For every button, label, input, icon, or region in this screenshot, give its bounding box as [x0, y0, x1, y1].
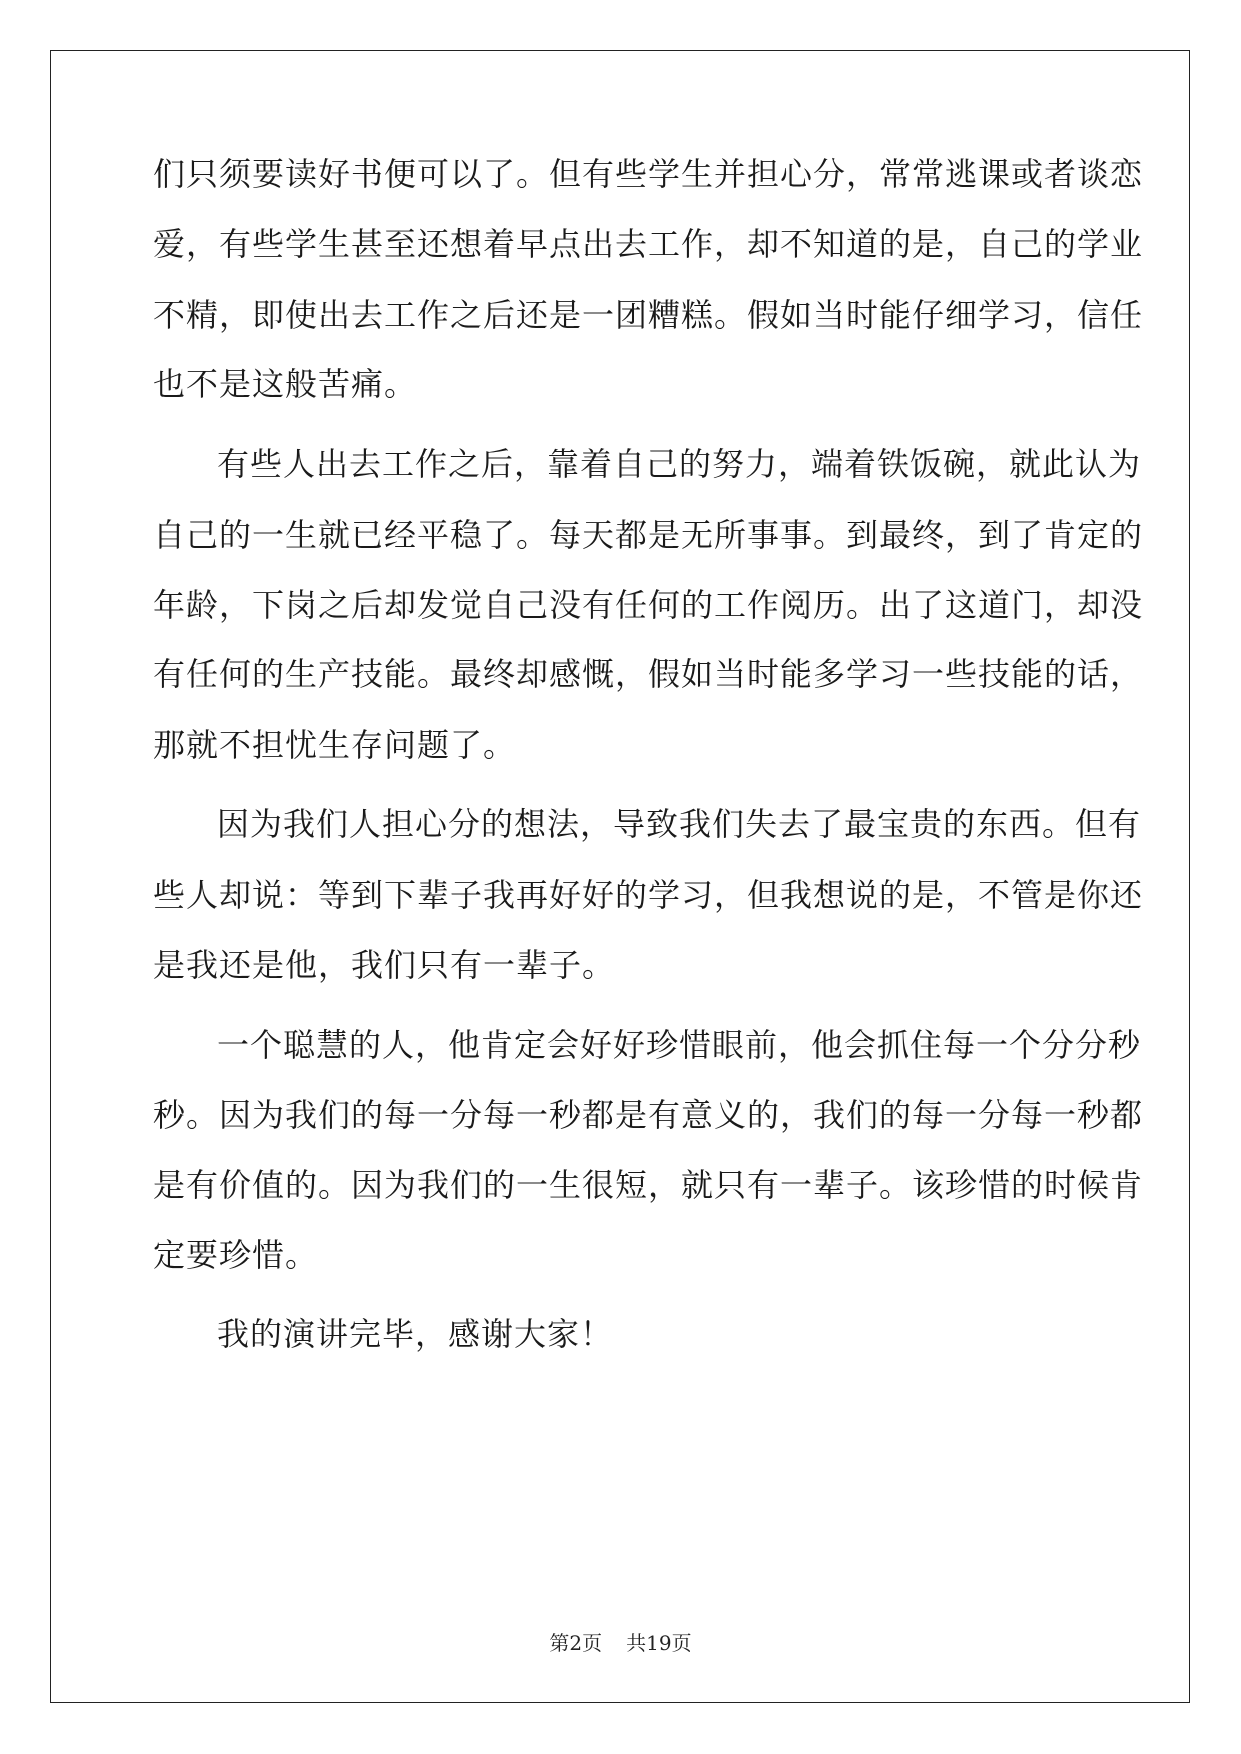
text-line: 爱，有些学生甚至还想着早点出去工作，却不知道的是，自己的学业 [153, 225, 1144, 263]
text-line: 们只须要读好书便可以了。但有些学生并担心分，常常逃课或者谈恋 [153, 155, 1144, 193]
text-line: 那就不担忧生存问题了。 [153, 726, 517, 764]
text-line: 些人却说：等到下辈子我再好好的学习，但我想说的是，不管是你还 [153, 876, 1144, 914]
text-line: 不精，即使出去工作之后还是一团糟糕。假如当时能仔细学习，信任 [153, 296, 1144, 334]
text-line: 是有价值的。因为我们的一生很短，就只有一辈子。该珍惜的时候肯 [153, 1166, 1144, 1204]
page-number: 第2页 [549, 1631, 603, 1655]
paragraph-first-line: 我的演讲完毕，感谢大家！ [217, 1315, 614, 1353]
paragraph-first-line: 因为我们人担心分的想法，导致我们失去了最宝贵的东西。但有 [217, 805, 1142, 843]
text-line: 定要珍惜。 [153, 1236, 319, 1274]
paragraph-first-line: 有些人出去工作之后，靠着自己的努力，端着铁饭碗，就此认为 [217, 445, 1142, 483]
page-total: 共19页 [626, 1631, 692, 1655]
page-footer [0, 1631, 1241, 1655]
paragraph-first-line: 一个聪慧的人，他肯定会好好珍惜眼前，他会抓住每一个分分秒 [217, 1026, 1142, 1064]
text-line: 有任何的生产技能。最终却感慨，假如当时能多学习一些技能的话， [153, 655, 1144, 693]
text-line: 是我还是他，我们只有一辈子。 [153, 946, 616, 984]
text-line: 年龄，下岗之后却发觉自己没有任何的工作阅历。出了这道门，却没 [153, 586, 1144, 624]
text-line: 也不是这般苦痛。 [153, 365, 418, 403]
text-line: 秒。因为我们的每一分每一秒都是有意义的，我们的每一分每一秒都 [153, 1096, 1144, 1134]
text-line: 自己的一生就已经平稳了。每天都是无所事事。到最终，到了肯定的 [153, 516, 1144, 554]
